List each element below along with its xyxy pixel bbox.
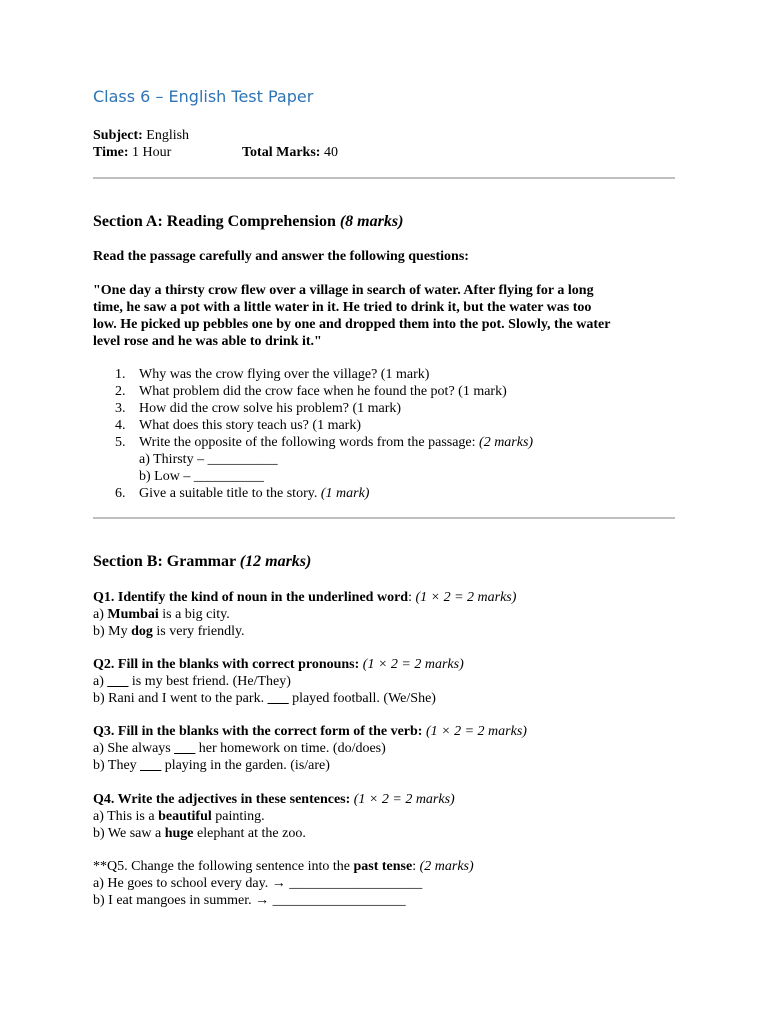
question-body: Give a suitable title to the story. (139, 486, 321, 501)
question-marks: (1 × 2 = 2 marks) (359, 657, 464, 672)
comprehension-questions (93, 366, 683, 502)
section-a-title: Section A: Reading Comprehension (93, 213, 340, 230)
question-marks: (2 marks) (419, 859, 474, 874)
option-text: is my best friend. (He/They) (128, 674, 291, 689)
option-text: is a big city. (158, 607, 230, 622)
question-item (93, 434, 683, 451)
question-subitem (93, 451, 683, 468)
passage-line: level rose and he was able to drink it." (93, 334, 322, 349)
passage-line: "One day a thirsty crow flew over a village in search of water. After flying for a long (93, 283, 594, 298)
question-option: b) I eat mangoes in summer. → ___________________ (93, 893, 406, 908)
option-text: b) Rani and I went to the park. (93, 691, 268, 706)
fill-blank: ___ (174, 741, 196, 756)
section-b-marks: (12 marks) (239, 553, 312, 570)
question-marks: (1 × 2 = 2 marks) (422, 724, 527, 739)
paper-meta (93, 127, 683, 161)
question-subitem (93, 468, 683, 485)
question-number: 3. (115, 401, 126, 416)
question-number: 6. (115, 486, 126, 501)
answer-blank-line: a) Thirsty – __________ (139, 452, 278, 467)
option-text: painting. (211, 809, 265, 824)
question-number: 5. (115, 435, 126, 450)
question-option (93, 808, 693, 825)
question-marks: (1 mark) (320, 486, 370, 501)
question-option (93, 825, 693, 842)
grammar-question-2 (93, 656, 693, 707)
time-label: Time: (93, 145, 129, 160)
grammar-question-5 (93, 858, 693, 909)
passage-line: time, he saw a pot with a little water in it. He tried to drink it, but the water was too (93, 300, 592, 315)
fill-blank: ___ (267, 691, 289, 706)
option-text: a) (93, 607, 108, 622)
divider (93, 517, 675, 519)
section-b-heading (93, 553, 311, 570)
fill-blank: ___ (107, 674, 129, 689)
time-marks-row (93, 144, 683, 161)
question-prompt (93, 656, 693, 673)
highlighted-word: past tense (353, 859, 413, 874)
option-text: b) They (93, 758, 141, 773)
grammar-question-3 (93, 723, 693, 774)
question-item (93, 400, 683, 417)
question-number: 4. (115, 418, 126, 433)
highlighted-word: huge (164, 826, 194, 841)
question-option (93, 740, 693, 757)
option-text: a) She always (93, 741, 175, 756)
question-item (93, 383, 683, 400)
question-text: Why was the crow flying over the village? (1 mark) (139, 367, 430, 382)
time-value: 1 Hour (128, 145, 172, 160)
prompt-text: **Q5. Change the following sentence into the (93, 859, 354, 874)
question-prompt (93, 723, 693, 740)
prompt-colon: : (408, 590, 416, 605)
option-text: b) We saw a (93, 826, 165, 841)
option-text: a) (93, 674, 108, 689)
option-text: is very friendly. (152, 624, 245, 639)
question-marks: (1 × 2 = 2 marks) (350, 792, 455, 807)
question-option (93, 690, 693, 707)
page-title: Class 6 – English Test Paper (93, 87, 314, 106)
question-prompt (93, 589, 693, 606)
question-item (93, 485, 683, 502)
highlighted-word: beautiful (158, 809, 212, 824)
option-text: a) This is a (93, 809, 159, 824)
question-item (93, 417, 683, 434)
question-text (139, 485, 369, 502)
question-item (93, 366, 683, 383)
question-marks: (1 × 2 = 2 marks) (415, 590, 517, 605)
option-text: playing in the garden. (is/are) (161, 758, 330, 773)
question-option (93, 623, 693, 640)
section-a-heading (93, 213, 403, 230)
question-text: What problem did the crow face when he found the pot? (1 mark) (139, 384, 507, 399)
prompt-text: Q3. Fill in the blanks with the correct form of the verb: (93, 724, 423, 739)
reading-instruction: Read the passage carefully and answer the following questions: (93, 249, 469, 264)
divider (93, 177, 675, 179)
total-marks-label: Total Marks: (242, 145, 321, 160)
question-number: 1. (115, 367, 126, 382)
question-prompt (93, 791, 693, 808)
reading-passage (93, 282, 683, 350)
question-marks: (2 marks) (479, 435, 534, 450)
total-marks (242, 144, 338, 161)
subject-row (93, 127, 683, 144)
grammar-question-4 (93, 791, 693, 842)
option-text: her homework on time. (do/does) (195, 741, 386, 756)
section-b-title: Section B: Grammar (93, 553, 240, 570)
question-option (93, 673, 693, 690)
passage-line: low. He picked up pebbles one by one and dropped them into the pot. Slowly, the water (93, 317, 611, 332)
question-option (93, 606, 693, 623)
question-option: a) He goes to school every day. → ___________________ (93, 876, 423, 891)
question-text (139, 434, 533, 451)
question-text: How did the crow solve his problem? (1 mark) (139, 401, 402, 416)
question-prompt (93, 858, 693, 875)
highlighted-word: Mumbai (107, 607, 159, 622)
fill-blank: ___ (140, 758, 162, 773)
prompt-text: Q1. Identify the kind of noun in the underlined word (93, 590, 409, 605)
option-text: elephant at the zoo. (193, 826, 306, 841)
subject-value: English (142, 128, 190, 143)
option-text: b) My (93, 624, 132, 639)
grammar-question-1 (93, 589, 693, 640)
answer-blank-line: b) Low – __________ (139, 469, 264, 484)
subject-label: Subject: (93, 128, 143, 143)
option-text: played football. (We/She) (288, 691, 436, 706)
prompt-text: Q4. Write the adjectives in these sentences: (93, 792, 351, 807)
prompt-colon: : (412, 859, 420, 874)
question-number: 2. (115, 384, 126, 399)
prompt-text: Q2. Fill in the blanks with correct pronouns: (93, 657, 360, 672)
question-text: What does this story teach us? (1 mark) (139, 418, 361, 433)
highlighted-word: dog (131, 624, 153, 639)
question-option (93, 757, 693, 774)
total-marks-value: 40 (320, 145, 338, 160)
section-a-marks: (8 marks) (339, 213, 404, 230)
question-body: Write the opposite of the following words from the passage: (139, 435, 480, 450)
